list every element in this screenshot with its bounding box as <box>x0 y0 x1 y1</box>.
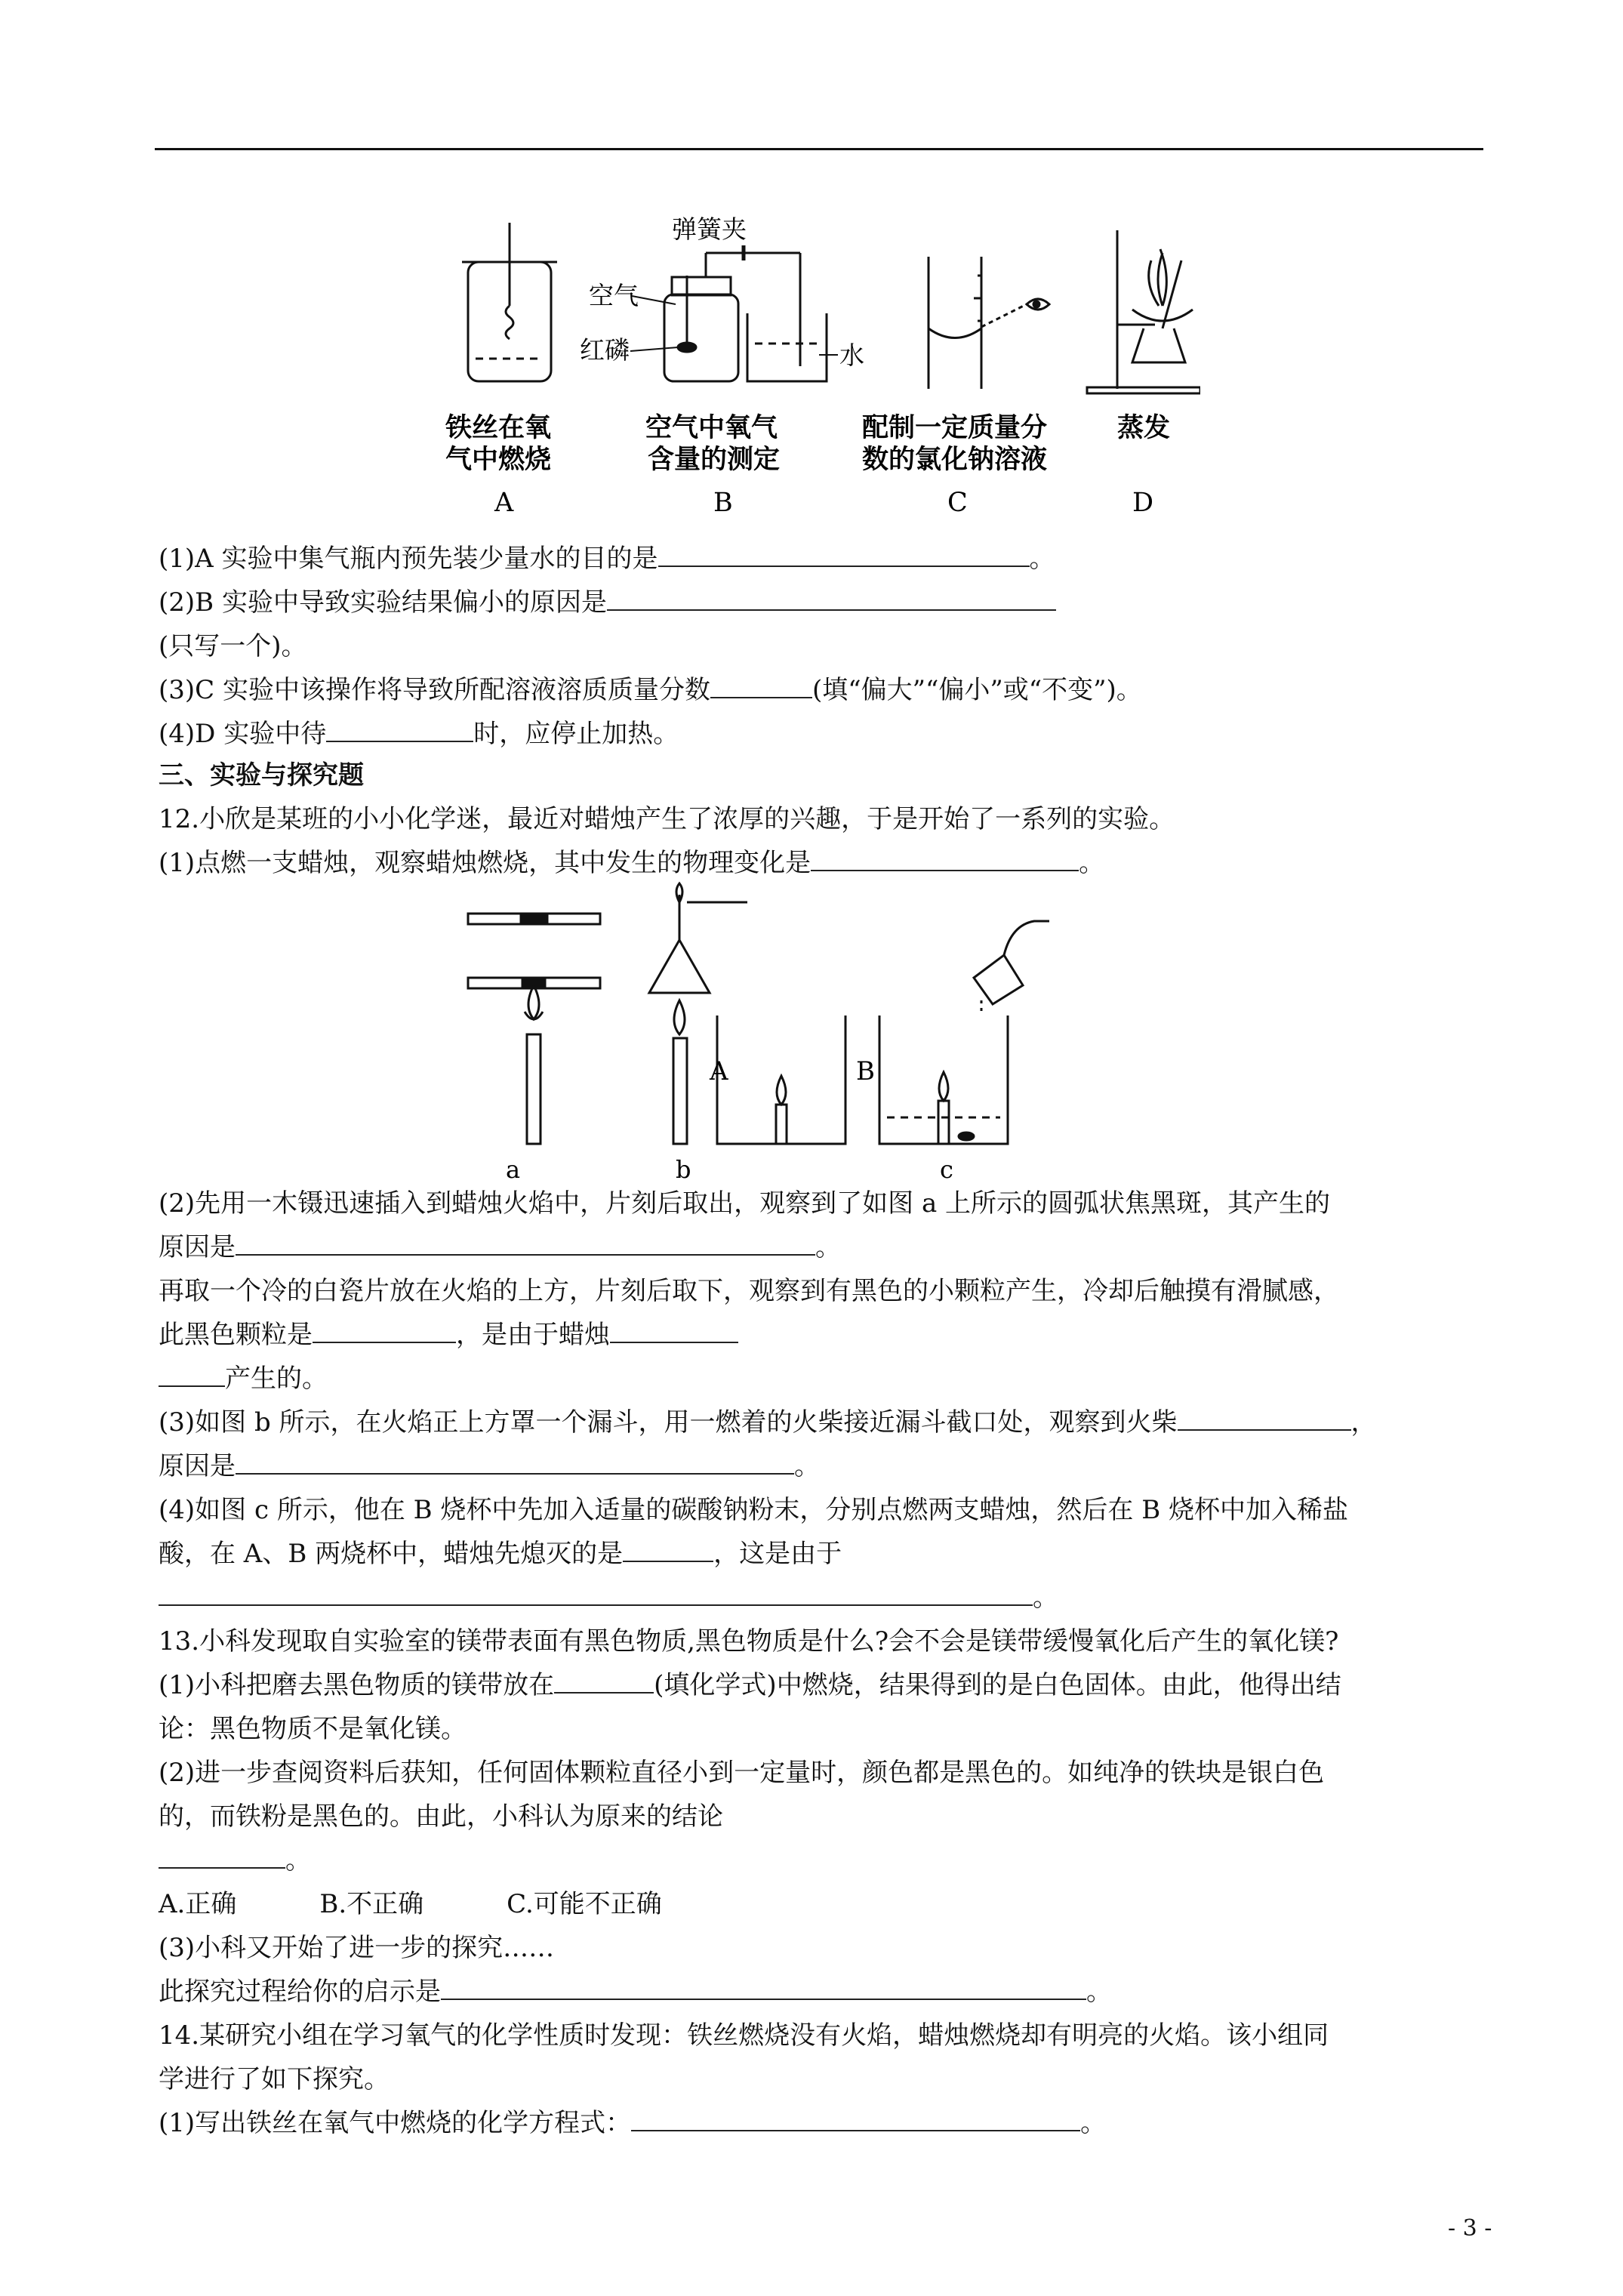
q14-part1: (1)写出铁丝在氧气中燃烧的化学方程式： 。 <box>159 2108 1107 2138</box>
q11-part4: (4)D 实验中待 时，应停止加热。 <box>159 719 679 749</box>
q12-part2-line2: 原因是 。 <box>159 1232 841 1262</box>
q14-stem-line2: 学进行了如下探究。 <box>159 2064 390 2094</box>
air-label: 空气 <box>589 281 639 310</box>
q12-part4-line1: (4)如图 c 所示，他在 B 烧杯中先加入适量的碳酸钠粉末，分别点燃两支蜡烛，然后在 B 烧杯中加入稀盐 <box>159 1495 1349 1525</box>
option-c: C.可能不正确 <box>507 1889 662 1919</box>
q12-part2-line4: 此黑色颗粒是 ，是由于蜡烛 <box>159 1318 738 1351</box>
candle-a <box>527 1034 540 1144</box>
caption-c-letter: C <box>947 488 968 518</box>
q12-part4-line2: 酸，在 A、B 两烧杯中，蜡烛先熄灭的是 ，这是由于 <box>159 1539 842 1569</box>
q12-stem: 12.小欣是某班的小小化学迷，最近对蜡烛产生了浓厚的兴趣，于是开始了一系列的实验。 <box>159 804 1175 834</box>
caption-a-line2: 气中燃烧 <box>445 445 552 475</box>
option-b: B.不正确 <box>319 1889 424 1919</box>
fig-label-a: a <box>506 1155 521 1182</box>
beaker-a-label: A <box>710 1056 728 1086</box>
candle-figure-abc <box>460 880 1170 1182</box>
fig-label-b: b <box>676 1155 691 1182</box>
q12-part3-line2: 原因是 。 <box>159 1451 820 1481</box>
caption-a-line1: 铁丝在氧 <box>445 413 552 443</box>
caption-b-line2: 含量的测定 <box>648 445 781 475</box>
beaker-a <box>717 1015 845 1144</box>
q12-part4-line3: 。 <box>159 1581 1058 1614</box>
water-label: 水 <box>839 341 864 370</box>
q14-stem-line1: 14.某研究小组在学习氧气的化学性质时发现：铁丝燃烧没有火焰，蜡烛燃烧却有明亮的火焰。该小组同 <box>159 2020 1329 2051</box>
fig-label-c: c <box>940 1155 953 1182</box>
q12-part3-line1: (3)如图 b 所示，在火焰正上方罩一个漏斗，用一燃着的火柴接近漏斗截口处，观察到火柴 ， <box>159 1407 1377 1438</box>
page-number: - 3 - <box>1448 2215 1492 2242</box>
q13-part2-line1: (2)进一步查阅资料后获知，任何固体颗粒直径小到一定量时，颜色都是黑色的。如纯净的铁块是银白色 <box>159 1758 1325 1788</box>
candle-b <box>673 1038 687 1144</box>
q13-options <box>159 1888 662 1921</box>
q12-part2-line1: (2)先用一木镊迅速插入到蜡烛火焰中，片刻后取出，观察到了如图 a 上所示的圆弧状焦黑斑，其产生的 <box>159 1188 1331 1219</box>
beaker-b-label: B <box>856 1056 875 1086</box>
q11-part2-note: (只写一个)。 <box>159 631 307 661</box>
beaker-b <box>747 313 827 381</box>
q12-part1: (1)点燃一支蜡烛，观察蜡烛燃烧，其中发生的物理变化是 。 <box>159 848 1105 878</box>
q13-part1-line1: (1)小科把磨去黑色物质的镁带放在 (填化学式)中燃烧，结果得到的是白色固体。由此，他得出结 <box>159 1670 1341 1700</box>
caption-d-line1: 蒸发 <box>1117 413 1171 443</box>
caption-b-line1: 空气中氧气 <box>645 413 778 443</box>
caption-c-line1: 配制一定质量分 <box>862 413 1048 443</box>
q13-part3-line2: 此探究过程给你的启示是 。 <box>159 1977 1112 2007</box>
caption-a-letter: A <box>494 488 514 518</box>
beaker-b-candle <box>879 1015 1008 1144</box>
caption-d-letter: D <box>1132 488 1154 518</box>
q11-part2: (2)B 实验中导致实验结果偏小的原因是 <box>159 586 1056 619</box>
q13-part2-line2: 的，而铁粉是黑色的。由此，小科认为原来的结论 <box>159 1801 723 1832</box>
q11-part1: (1)A 实验中集气瓶内预先装少量水的目的是 。 <box>159 544 1055 574</box>
q11-part3: (3)C 实验中该操作将导致所配溶液溶质质量分数 (填“偏大”“偏小”或“不变”)。 <box>159 675 1142 705</box>
evaporating-dish <box>1132 310 1193 321</box>
q13-stem: 13.小科发现取自实验室的镁带表面有黑色物质,黑色物质是什么?会不会是镁带缓慢氧化后产生的氧化镁? <box>159 1626 1339 1657</box>
caption-c-line2: 数的氯化钠溶液 <box>862 445 1048 475</box>
q12-part2-line5: 产生的。 <box>159 1362 328 1395</box>
pouring-bottle <box>974 955 1023 1004</box>
q13-part3: (3)小科又开始了进一步的探究…… <box>159 1933 555 1963</box>
funnel-b <box>649 940 710 993</box>
option-a: A.正确 <box>159 1889 237 1919</box>
spring-clip-label: 弹簧夹 <box>672 215 747 244</box>
header-rule <box>155 148 1483 150</box>
caption-b-letter: B <box>713 488 733 518</box>
q12-part2-line3: 再取一个冷的白瓷片放在火焰的上方，片刻后取下，观察到有黑色的小颗粒产生，冷却后触摸有滑腻感， <box>159 1276 1339 1306</box>
apparatus-figure-abcd <box>445 215 1200 525</box>
q13-part1-line2: 论：黑色物质不是氧化镁。 <box>159 1714 467 1744</box>
section-3-title: 三、实验与探究题 <box>159 760 364 791</box>
gas-jar-b <box>664 294 738 381</box>
red-phosphorus-label: 红磷 <box>580 335 630 365</box>
q13-part2-line3: 。 <box>159 1844 311 1877</box>
